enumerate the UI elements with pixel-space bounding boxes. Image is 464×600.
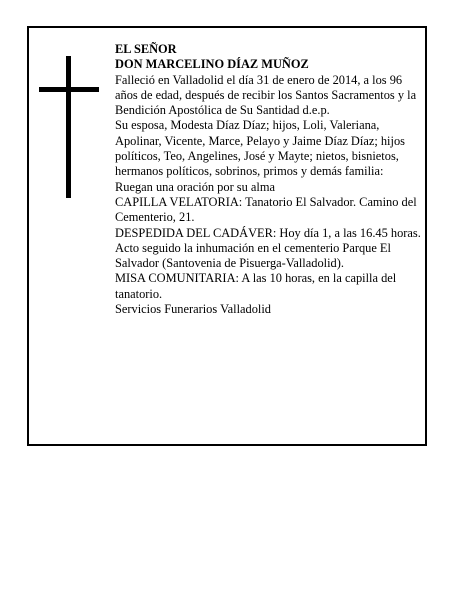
prayer-request: Ruegan una oración por su alma [115,179,275,194]
cross-vertical-bar [66,56,71,198]
funeral-details: DESPEDIDA DEL CADÁVER: Hoy día 1, a las 16.45 horas. Acto seguido la inhumación en el cementerio Parque El Salvador (Santovenia de Pisuerga-Valladolid). [115,225,421,271]
deceased-name: DON MARCELINO DÍAZ MUÑOZ [115,57,309,72]
funeral-services-provider: Servicios Funerarios Valladolid [115,302,272,317]
cross-horizontal-bar [39,87,99,92]
obituary-notice [27,26,427,446]
family-list: Su esposa, Modesta Díaz Díaz; hijos, Loli, Valeriana, Apolinar, Vicente, Marce, Pelayo y Jaime Díaz Díaz; hijos políticos, Teo, Angelines, José y Mayte; nietos, bisnietos, hermanos políticos, sobrinos, primos y demás familia: [115,118,405,179]
notice-text [115,42,421,317]
wake-location: CAPILLA VELATORIA: Tanatorio El Salvador. Camino del Cementerio, 21. [115,194,417,225]
mass-details: MISA COMUNITARIA: A las 10 horas, en la capilla del tanatorio. [115,271,397,301]
title-line-1: EL SEÑOR [115,42,177,56]
latin-cross-icon [39,56,101,201]
death-announcement: Falleció en Valladolid el día 31 de enero de 2014, a los 96 años de edad, después de recibir los Santos Sacramentos y la Bendición Apostólica de Su Santidad d.e.p. [115,72,417,118]
